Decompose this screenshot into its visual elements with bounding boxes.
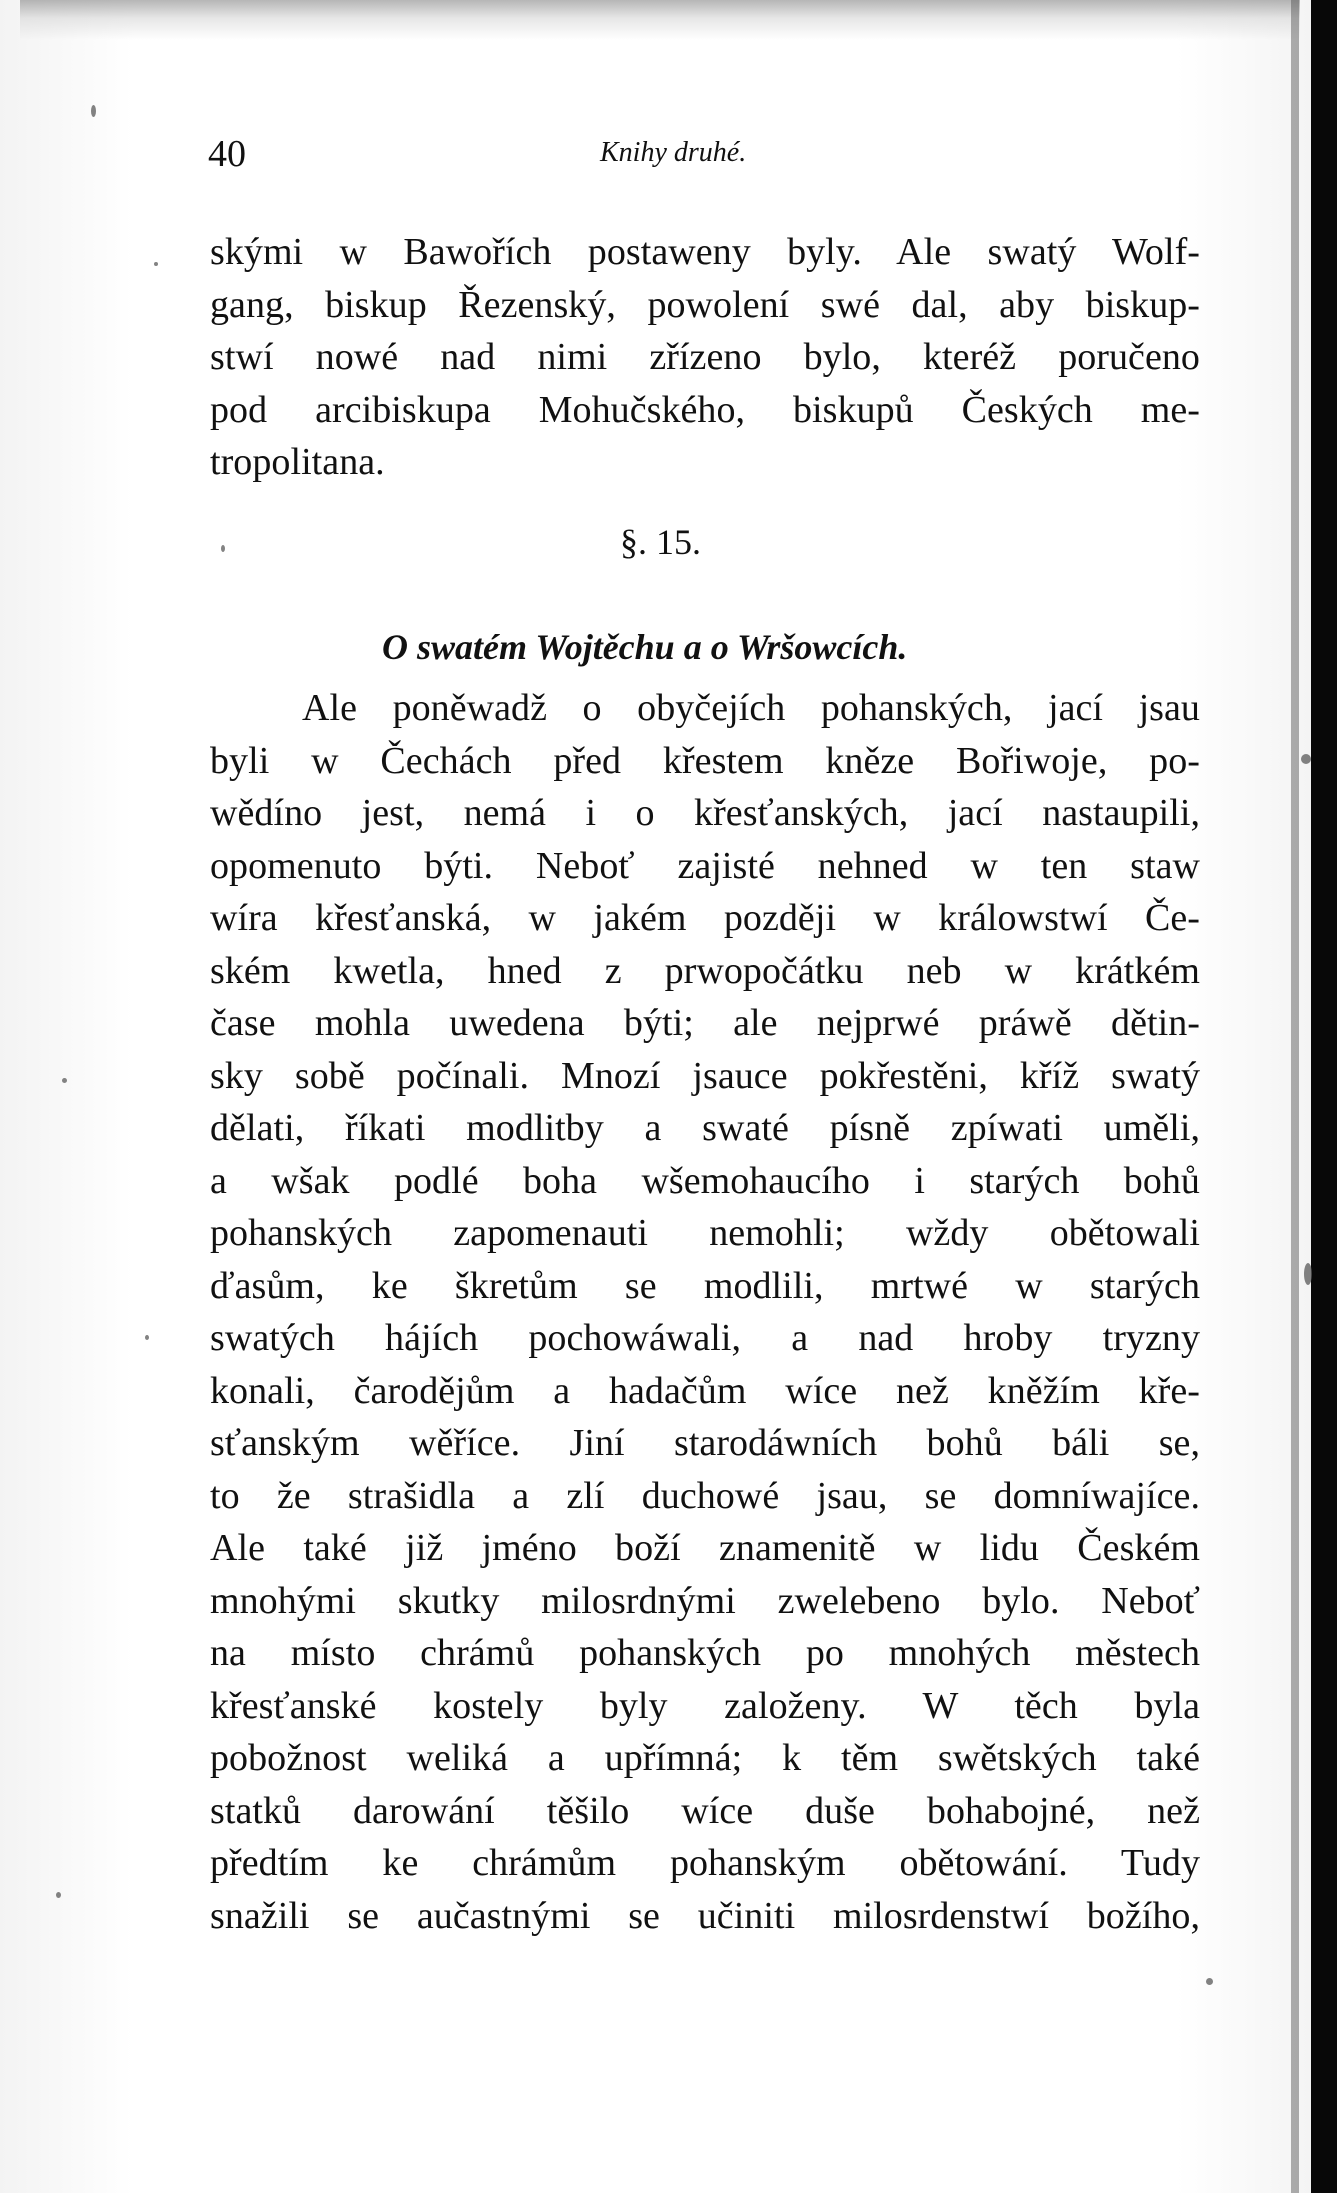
body-line: Ale také již jméno boží znamenitě w lidu Českém [210,1527,1200,1569]
body-line: snažili se aučastnými se učiniti milosrdenstwí božího, [210,1894,1200,1937]
body-line: byli w Čechách před křestem kněze Bořiwoje, po- [210,739,1200,782]
scan-speck [145,1335,149,1340]
body-line: swatých hájích pochowáwali, a nad hroby tryzny [210,1317,1200,1359]
intro-line: pod arcibiskupa Mohučského, biskupů Českých me- [210,388,1200,431]
body-line: čase mohla uwedena býti; ale nejprwé práwě dětin- [210,1002,1200,1044]
scan-speck [91,105,96,117]
body-line: pobožnost weliká a upřímná; k těm swětských také [210,1737,1200,1779]
body-line: wědíno jest, nemá i o křesťanských, jací nastaupili, [210,792,1200,834]
body-line: sky sobě počínali. Mnozí jsauce pokřestěni, kříž swatý [210,1054,1200,1097]
body-line: to že strašidla a zlí duchowé jsau, se domníwajíce. [210,1474,1200,1517]
body-line: statků darowání těšilo wíce duše bohabojné, než [210,1789,1200,1832]
page-header [208,132,1188,182]
body-line: předtím ke chrámům pohanským obětowání. Tudy [210,1842,1200,1884]
top-scan-shadow [20,0,1300,40]
body-line: dělati, říkati modlitby a swaté písně zpíwati uměli, [210,1107,1200,1149]
scan-speck [56,1892,61,1898]
body-line: pohanských zapomenauti nemohli; wždy obětowali [210,1212,1200,1254]
body-line: konali, čarodějům a hadačům wíce než kněžím kře- [210,1369,1200,1412]
running-title: Knihy druhé. [600,137,747,168]
intro-paragraph [210,226,1200,489]
scan-speck [1304,1263,1312,1285]
body-line: wíra křesťanská, w jakém později w králowstwí Če- [210,897,1200,939]
intro-line: stwí nowé nad nimi zřízeno bylo, kteréž poručeno [210,336,1200,378]
section-number: §. 15. [620,522,701,562]
scan-speck [1301,754,1311,764]
intro-line: gang, biskup Řezenský, powolení swé dal, aby biskup- [210,283,1200,326]
scan-speck [1206,1978,1213,1985]
right-scan-edge [1311,0,1337,2193]
body-line: ďasům, ke škretům se modlili, mrtwé w starých [210,1264,1200,1307]
intro-line: tropolitana. [210,441,385,483]
body-line: sťanským wěříce. Jiní starodáwních bohů báli se, [210,1422,1200,1464]
scan-speck [154,262,158,266]
body-line: ském kwetla, hned z prwopočátku neb w krátkém [210,949,1200,992]
body-line: křesťanské kostely byly založeny. W těch byla [210,1684,1200,1727]
body-line: mnohými skutky milosrdnými zwelebeno bylo. Neboť [210,1579,1200,1622]
body-line: opomenuto býti. Neboť zajisté nehned w ten staw [210,844,1200,887]
scan-speck [221,545,225,552]
body-line: na místo chrámů pohanských po mnohých městech [210,1632,1200,1674]
scan-speck [62,1078,67,1083]
body-line: a wšak podlé boha wšemohaucího i starých bohů [210,1159,1200,1202]
body-line: Ale poněwadž o obyčejích pohanských, jací jsau [302,687,1200,729]
right-scan-shadow [1291,0,1299,2193]
section-title: O swatém Wojtěchu a o Wršowcích. [382,626,908,667]
body-paragraph [210,682,1200,1942]
page-number: 40 [208,133,246,175]
intro-line: skými w Bawořích postaweny byly. Ale swatý Wolf- [210,231,1200,273]
